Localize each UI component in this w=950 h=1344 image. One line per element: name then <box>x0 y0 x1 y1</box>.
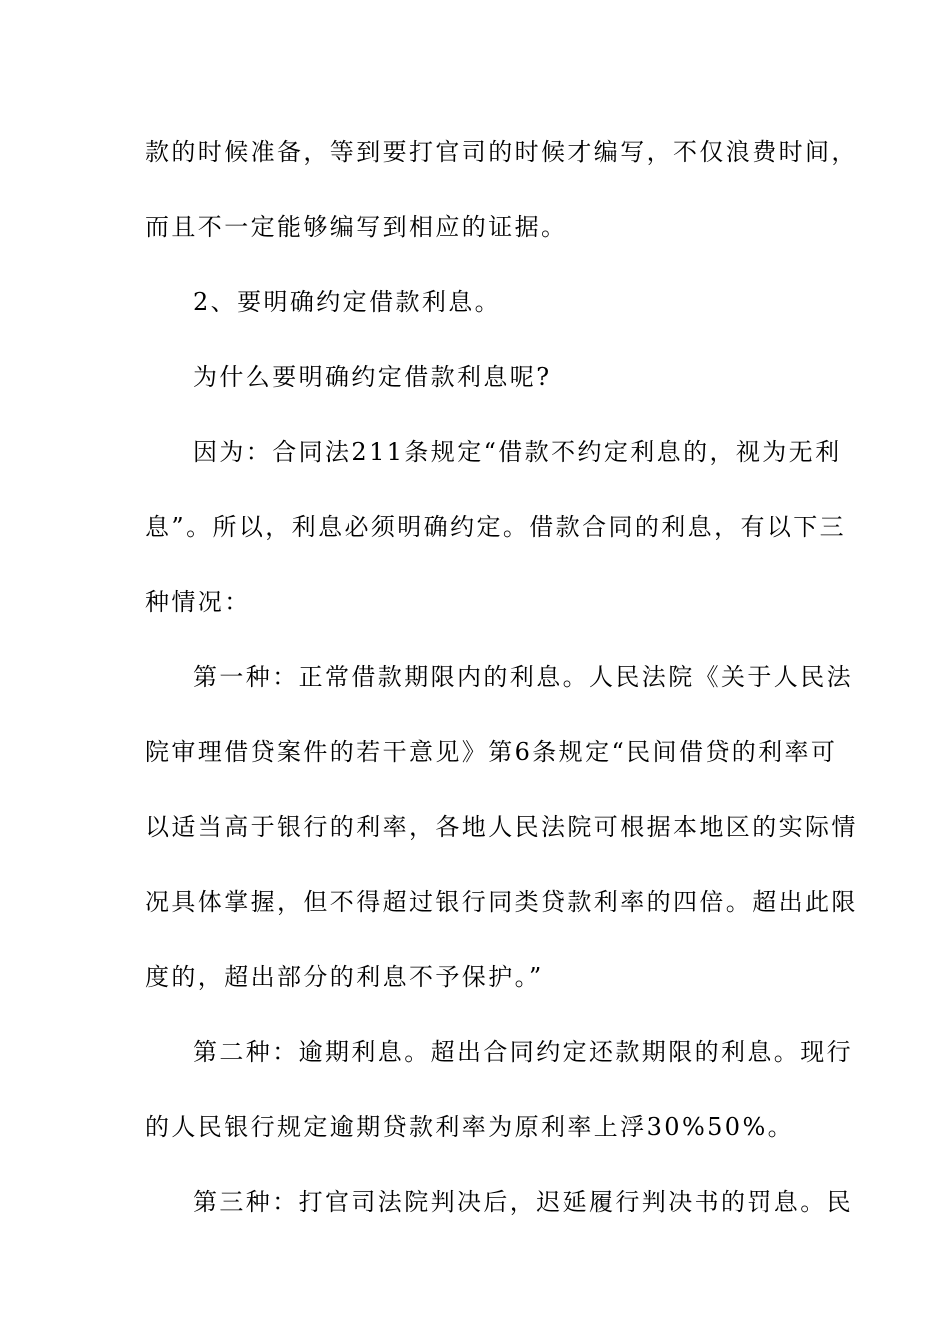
section-heading: 2、要明确约定借款利息。 <box>193 288 502 316</box>
text-line: 为什么要明确约定借款利息呢? <box>193 363 552 391</box>
text-line: 第三种：打官司法院判决后，迟延履行判决书的罚息。民 <box>193 1188 853 1216</box>
text-line: 院审理借贷案件的若干意见》第6条规定“民间借贷的利率可 <box>145 738 838 766</box>
text-line: 种情况： <box>145 588 251 616</box>
text-line: 因为：合同法211条规定“借款不约定利息的，视为无利 <box>193 438 842 466</box>
text-line: 第二种：逾期利息。超出合同约定还款期限的利息。现行 <box>193 1038 853 1066</box>
text-line: 以适当高于银行的利率，各地人民法院可根据本地区的实际情 <box>145 813 858 841</box>
text-line: 的人民银行规定逾期贷款利率为原利率上浮30%50%。 <box>145 1113 795 1141</box>
text-line: 而且不一定能够编写到相应的证据。 <box>145 213 568 241</box>
text-line: 第一种：正常借款期限内的利息。人民法院《关于人民法 <box>193 663 853 691</box>
text-line: 息”。所以，利息必须明确约定。借款合同的利息，有以下三 <box>145 513 847 541</box>
text-line: 况具体掌握，但不得超过银行同类贷款利率的四倍。超出此限 <box>145 888 858 916</box>
text-line: 款的时候准备，等到要打官司的时候才编写，不仅浪费时间， <box>145 138 858 166</box>
text-line: 度的，超出部分的利息不予保护。” <box>145 963 544 991</box>
